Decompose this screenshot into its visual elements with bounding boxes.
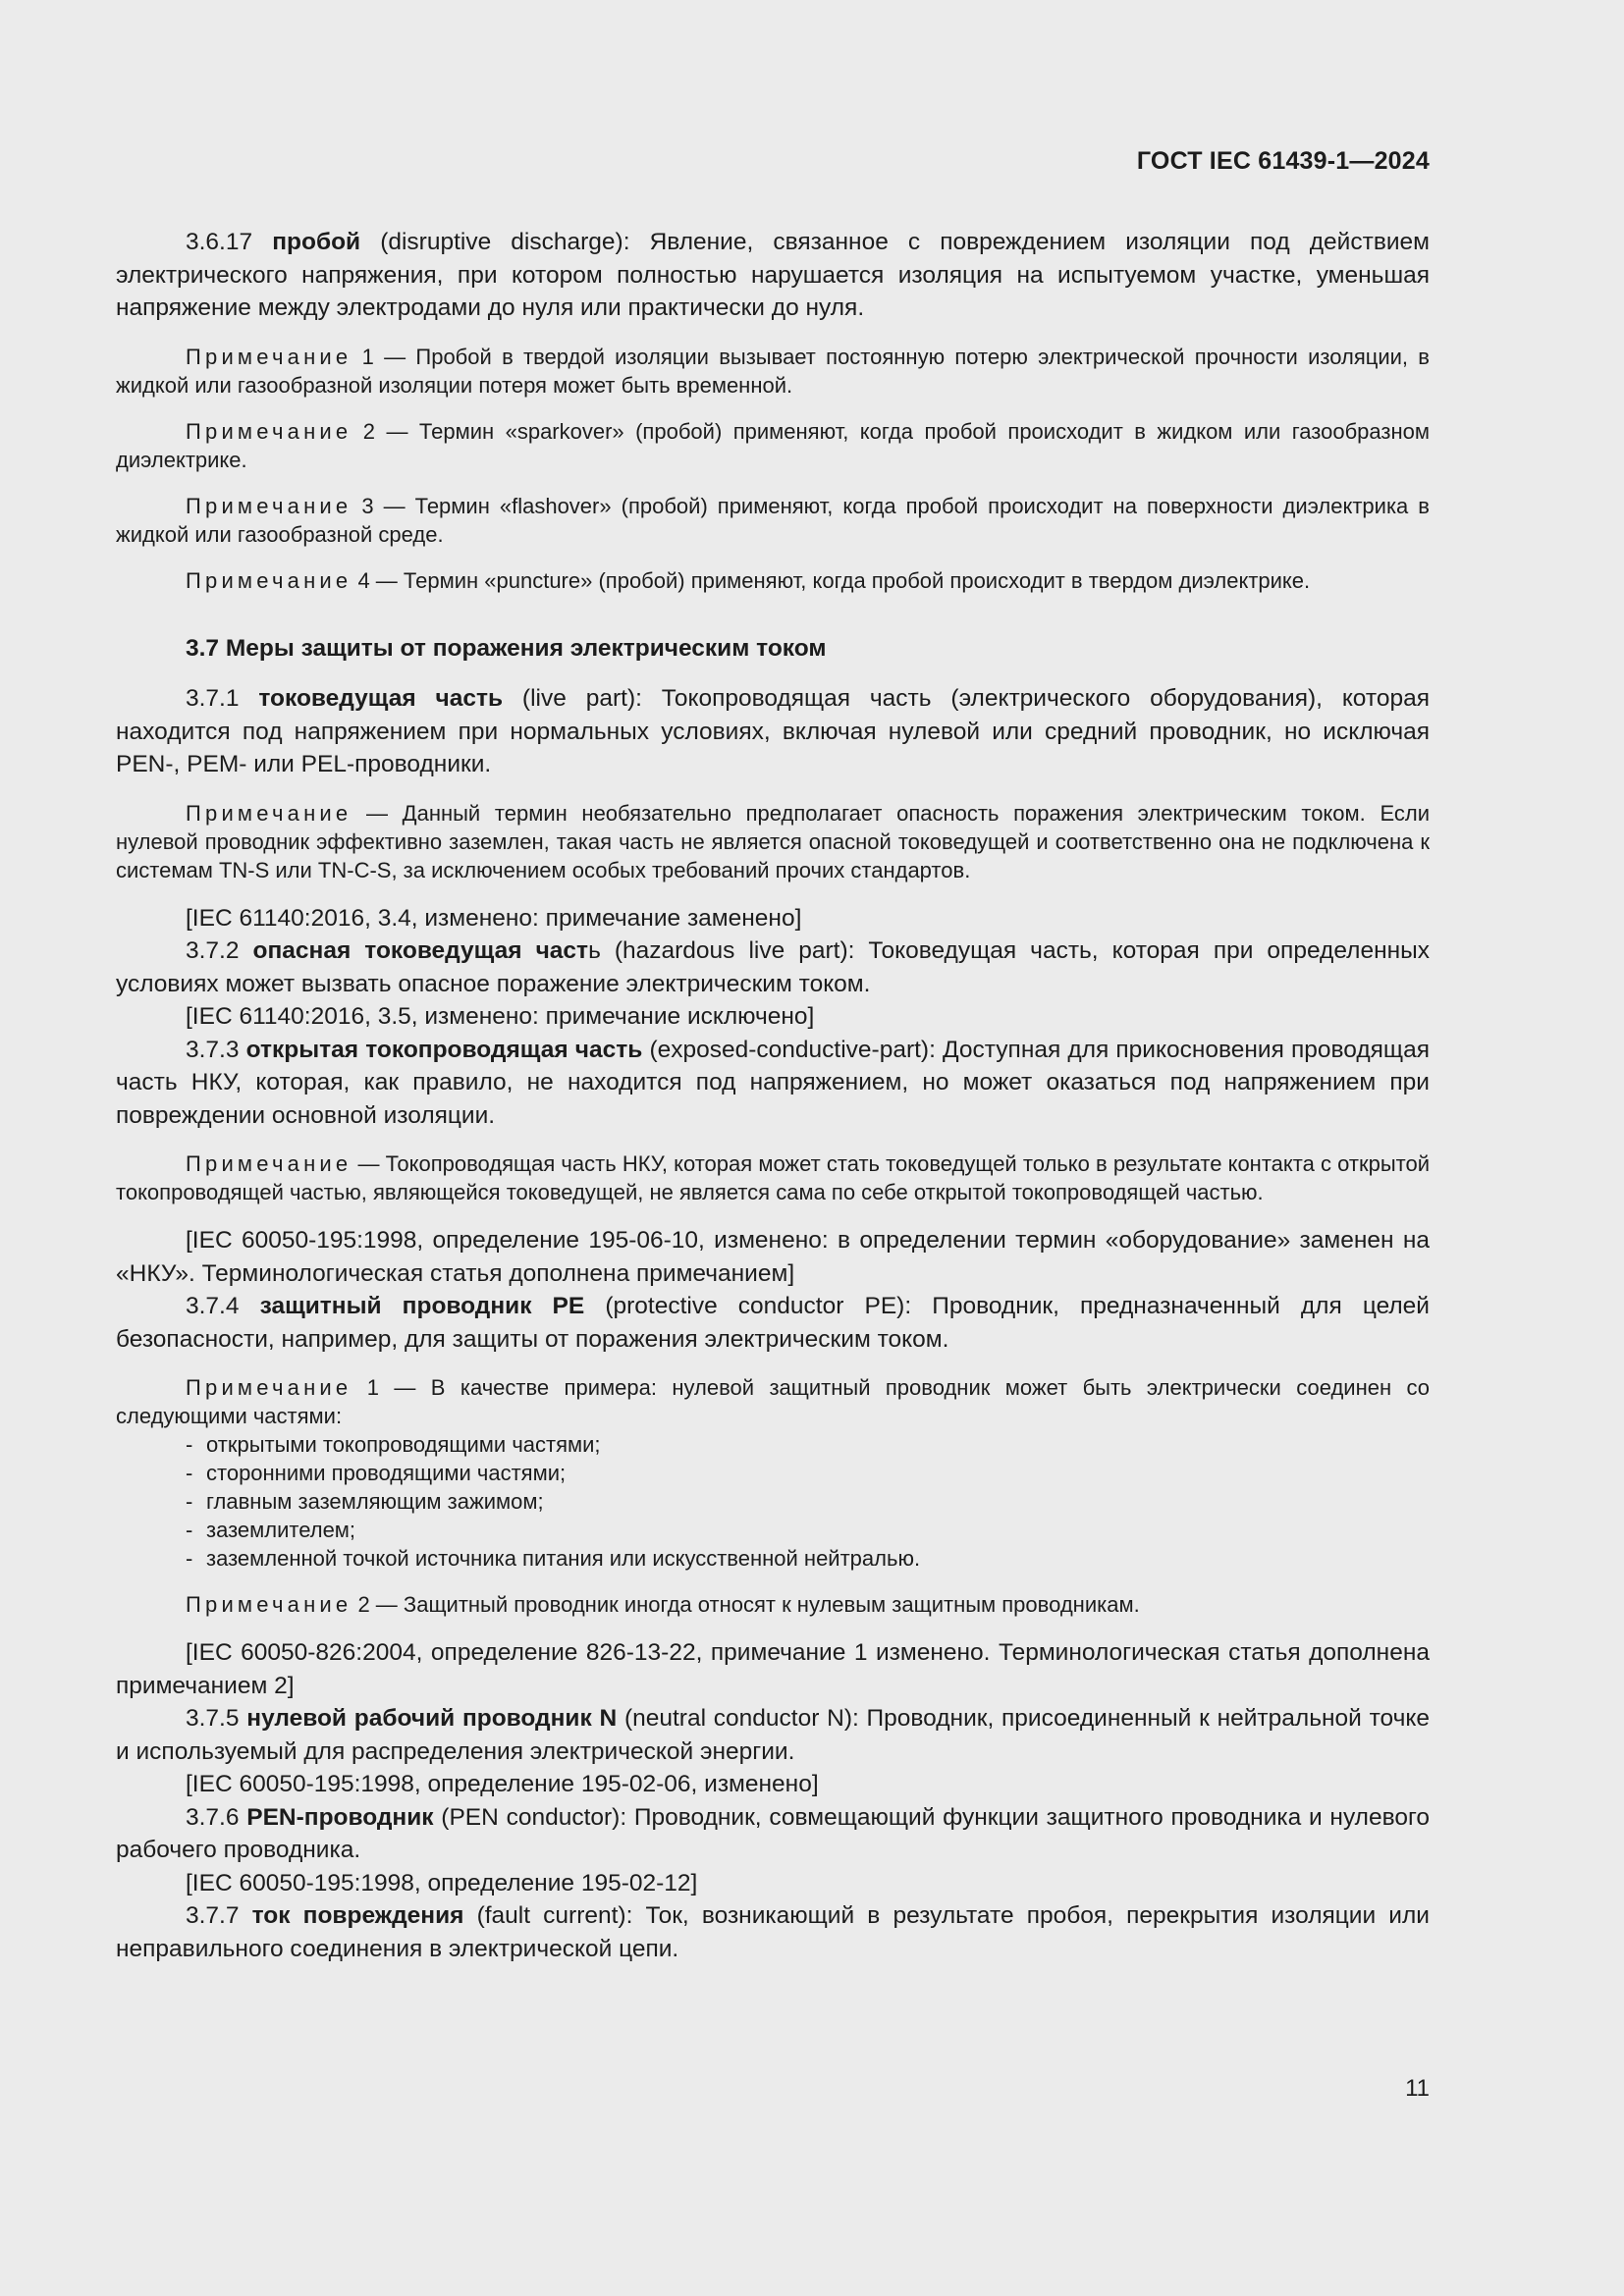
reference-3-7-3: [IEC 60050-195:1998, определение 195-06-10, изменено: в определении термин «оборудование» заменен на «НКУ». Терминологическая статья дополнена примечанием] (116, 1227, 1430, 1287)
term-title: опасная токоведущая част (252, 937, 589, 964)
term-3-6-17: 3.6.17 пробой (disruptive discharge): Явление, связанное с повреждением изоляции под действием электрического напряжения, при котором полностью нарушается изоляция на испытуемом участке, уменьшая напряжение между электродами до нуля или практически до нуля. (116, 229, 1430, 321)
note-3-7-3: Примечание — Токопроводящая часть НКУ, которая может стать токоведущей только в результате контакта с открытой токопроводящей частью, являющейся токоведущей, не является сама по себе открытой токопроводящей частью. (116, 1151, 1430, 1204)
term-title: нулевой рабочий проводник N (246, 1705, 618, 1732)
note-3-7-4-1: Примечание 1 — В качестве примера: нулевой защитный проводник может быть электрически соединен со следующими частями: (116, 1375, 1430, 1428)
reference-3-7-4: [IEC 60050-826:2004, определение 826-13-22, примечание 1 изменено. Терминологическая статья дополнена примечанием 2] (116, 1639, 1430, 1699)
note-3-6-17-2: Примечание 2 — Термин «sparkover» (пробой) применяют, когда пробой происходит в жидком или газообразном диэлектрике. (116, 418, 1430, 472)
term-title: пробой (272, 229, 361, 255)
reference-3-7-5: [IEC 60050-195:1998, определение 195-02-06, изменено] (186, 1771, 819, 1797)
document-body (116, 226, 1430, 1965)
term-3-7-6: 3.7.6 PEN-проводник (PEN conductor): Проводник, совмещающий функции защитного проводника и нулевого рабочего проводника. (116, 1803, 1430, 1863)
note-list (116, 1430, 1430, 1573)
list-item: - заземленной точкой источника питания или искусственной нейтралью. (186, 1546, 921, 1571)
term-3-7-1: 3.7.1 токоведущая часть (live part): Токопроводящая часть (электрического оборудования), которая находится под напряжением при нормальных условиях, включая нулевой или средний проводник, но исключая PEN-, PEM- или PEL-проводники. (116, 685, 1430, 777)
term-title: PEN-проводник (246, 1803, 434, 1831)
list-item: - заземлителем; (186, 1518, 356, 1542)
document-header: ГОСТ IEC 61439-1—2024 (1136, 147, 1430, 175)
list-item: - открытыми токопроводящими частями; (186, 1432, 601, 1457)
page-number: 11 (1405, 2075, 1430, 2102)
list-item: - главным заземляющим зажимом; (186, 1489, 544, 1514)
term-title: ток повреждения (251, 1902, 464, 1929)
list-item: - сторонними проводящими частями; (186, 1461, 567, 1485)
term-3-7-4: 3.7.4 защитный проводник PE (protective conductor PE): Проводник, предназначенный для целей безопасности, например, для защиты от поражения электрическим током. (116, 1293, 1430, 1353)
term-3-7-7: 3.7.7 ток повреждения (fault current): Ток, возникающий в результате пробоя, перекрытия изоляции или неправильного соединения в электрической цепи. (116, 1902, 1430, 1962)
note-3-6-17-3: Примечание 3 — Термин «flashover» (пробой) применяют, когда пробой происходит на поверхности диэлектрика в жидкой или газообразной среде. (116, 493, 1430, 547)
section-heading-3-7: 3.7 Меры защиты от поражения электрическим током (186, 634, 827, 662)
term-title: токоведущая часть (258, 685, 504, 712)
note-3-6-17-4: Примечание 4 — Термин «puncture» (пробой) применяют, когда пробой происходит в твердом диэлектрике. (186, 567, 1311, 593)
document-page (116, 0, 1430, 2296)
note-3-6-17-1: Примечание 1 — Пробой в твердой изоляции вызывает постоянную потерю электрической прочности изоляции, в жидкой или газообразной изоляции потеря может быть временной. (116, 344, 1430, 398)
term-title: защитный проводник PE (259, 1293, 585, 1319)
reference-3-7-6: [IEC 60050-195:1998, определение 195-02-12] (186, 1869, 698, 1896)
term-title: открытая токопроводящая часть (245, 1036, 643, 1063)
note-3-7-1: Примечание — Данный термин необязательно предполагает опасность поражения электрическим током. Если нулевой проводник эффективно заземлен, такая часть не является опасной токоведущей и соответственно она не подключена к системам TN-S или TN-C-S, за исключением особых требований прочих стандартов. (116, 800, 1430, 882)
term-3-7-5: 3.7.5 нулевой рабочий проводник N (neutral conductor N): Проводник, присоединенный к нейтральной точке и используемый для распределения электрической энергии. (116, 1705, 1430, 1765)
reference-3-7-2: [IEC 61140:2016, 3.5, изменено: примечание исключено] (186, 1003, 815, 1030)
term-3-7-2: 3.7.2 опасная токоведущая часть (hazardous live part): Токоведущая часть, которая при определенных условиях может вызвать опасное поражение электрическим током. (116, 937, 1430, 997)
term-3-7-3: 3.7.3 открытая токопроводящая часть (exposed-conductive-part): Доступная для прикосновения проводящая часть НКУ, которая, как правило, не находится под напряжением, но может оказаться под напряжением при повреждении основной изоляции. (116, 1036, 1430, 1129)
reference-3-7-1: [IEC 61140:2016, 3.4, изменено: примечание заменено] (186, 904, 802, 932)
note-3-7-4-2: Примечание 2 — Защитный проводник иногда относят к нулевым защитным проводникам. (186, 1592, 1140, 1617)
